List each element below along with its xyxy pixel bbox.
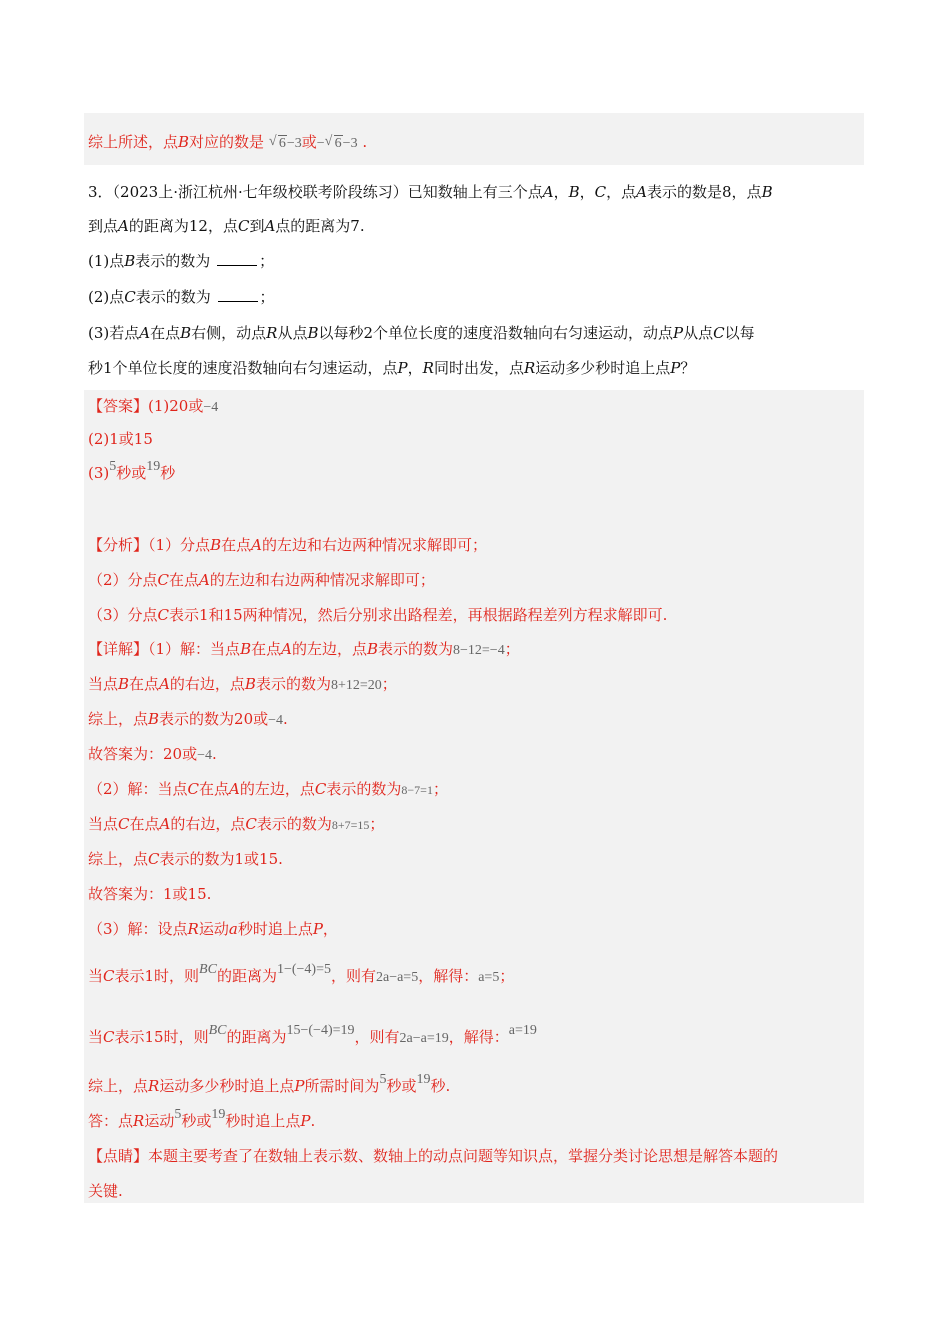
detail-line-3: 综上，点B表示的数为20或−4.: [88, 710, 288, 728]
tip-line-1: 【点睛】本题主要考查了在数轴上表示数、数轴上的动点问题等知识点，掌握分类讨论思想是解答本题的: [88, 1147, 779, 1165]
analysis-line-2: （2）分点C在点A的左边和右边两种情况求解即可；: [88, 571, 435, 589]
detail-line-10: 当C表示1时，则BC的距离为1−(−4)=5，则有2a−a=5，解得：a=5；: [88, 962, 515, 985]
detail-line-11: 当C表示15时，则BC的距离为15−(−4)=19，则有2a−a=19，解得：a=19: [88, 1023, 537, 1046]
analysis-line-3: （3）分点C表示1和15两种情况，然后分别求出路程差，再根据路程差列方程求解即可.: [88, 606, 668, 624]
detail-line-7: 综上，点C表示的数为1或15.: [88, 850, 283, 868]
tip-line-2: 关键.: [88, 1182, 123, 1200]
question-part-3-line-1: (3)若点A在点B右侧，动点R从点B以每秒2个单位长度的速度沿数轴向右匀速运动，动点P从点C以每: [88, 324, 755, 342]
question-line-1: 3．（2023上·浙江杭州·七年级校联考阶段练习）已知数轴上有三个点A，B，C，点A表示的数是8，点B: [88, 183, 773, 201]
question-part-2: (2)点C表示的数为 ；: [88, 288, 275, 306]
question-line-2: 到点A的距离为12，点C到A点的距离为7.: [88, 217, 365, 235]
detail-line-2: 当点B在点A的右边，点B表示的数为8+12=20；: [88, 675, 397, 693]
math-expr: √ 6−3: [269, 136, 302, 151]
answer-blank: [217, 251, 257, 266]
detail-line-4: 故答案为：20或−4.: [88, 745, 217, 763]
detail-line-6: 当点C在点A的右边，点C表示的数为8+7=15；: [88, 815, 385, 833]
question-part-1: (1)点B表示的数为 ；: [88, 252, 275, 270]
detail-line-9: （3）解：设点R运动a秒时追上点P，: [88, 920, 338, 938]
detail-line-1: 【详解】（1）解：当点B在点A的左边，点B表示的数为8−12=−4；: [88, 640, 520, 658]
detail-line-8: 故答案为：1或15.: [88, 885, 212, 903]
detail-line-12: 综上，点R运动多少秒时追上点P所需时间为5秒或19秒.: [88, 1072, 451, 1095]
answer-line-3: (3)5秒或19秒: [88, 459, 176, 482]
detail-line-5: （2）解：当点C在点A的左边，点C表示的数为8−7=1；: [88, 780, 448, 798]
detail-line-13: 答：点R运动5秒或19秒时追上点P.: [88, 1107, 316, 1130]
math-expr: −√ 6−3: [317, 136, 358, 151]
question-part-3-line-2: 秒1个单位长度的速度沿数轴向右匀速运动，点P，R同时出发，点R运动多少秒时追上点P？: [88, 359, 696, 377]
answer-line-1: 【答案】(1)20或−4: [88, 397, 219, 415]
answer-line-2: (2)1或15: [88, 430, 153, 448]
analysis-line-1: 【分析】（1）分点B在点A的左边和右边两种情况求解即可；: [88, 536, 487, 554]
answer-blank: [218, 287, 258, 302]
prev-conclusion: 综上所述，点B对应的数是 √ 6−3或−√ 6−3 .: [88, 131, 367, 155]
